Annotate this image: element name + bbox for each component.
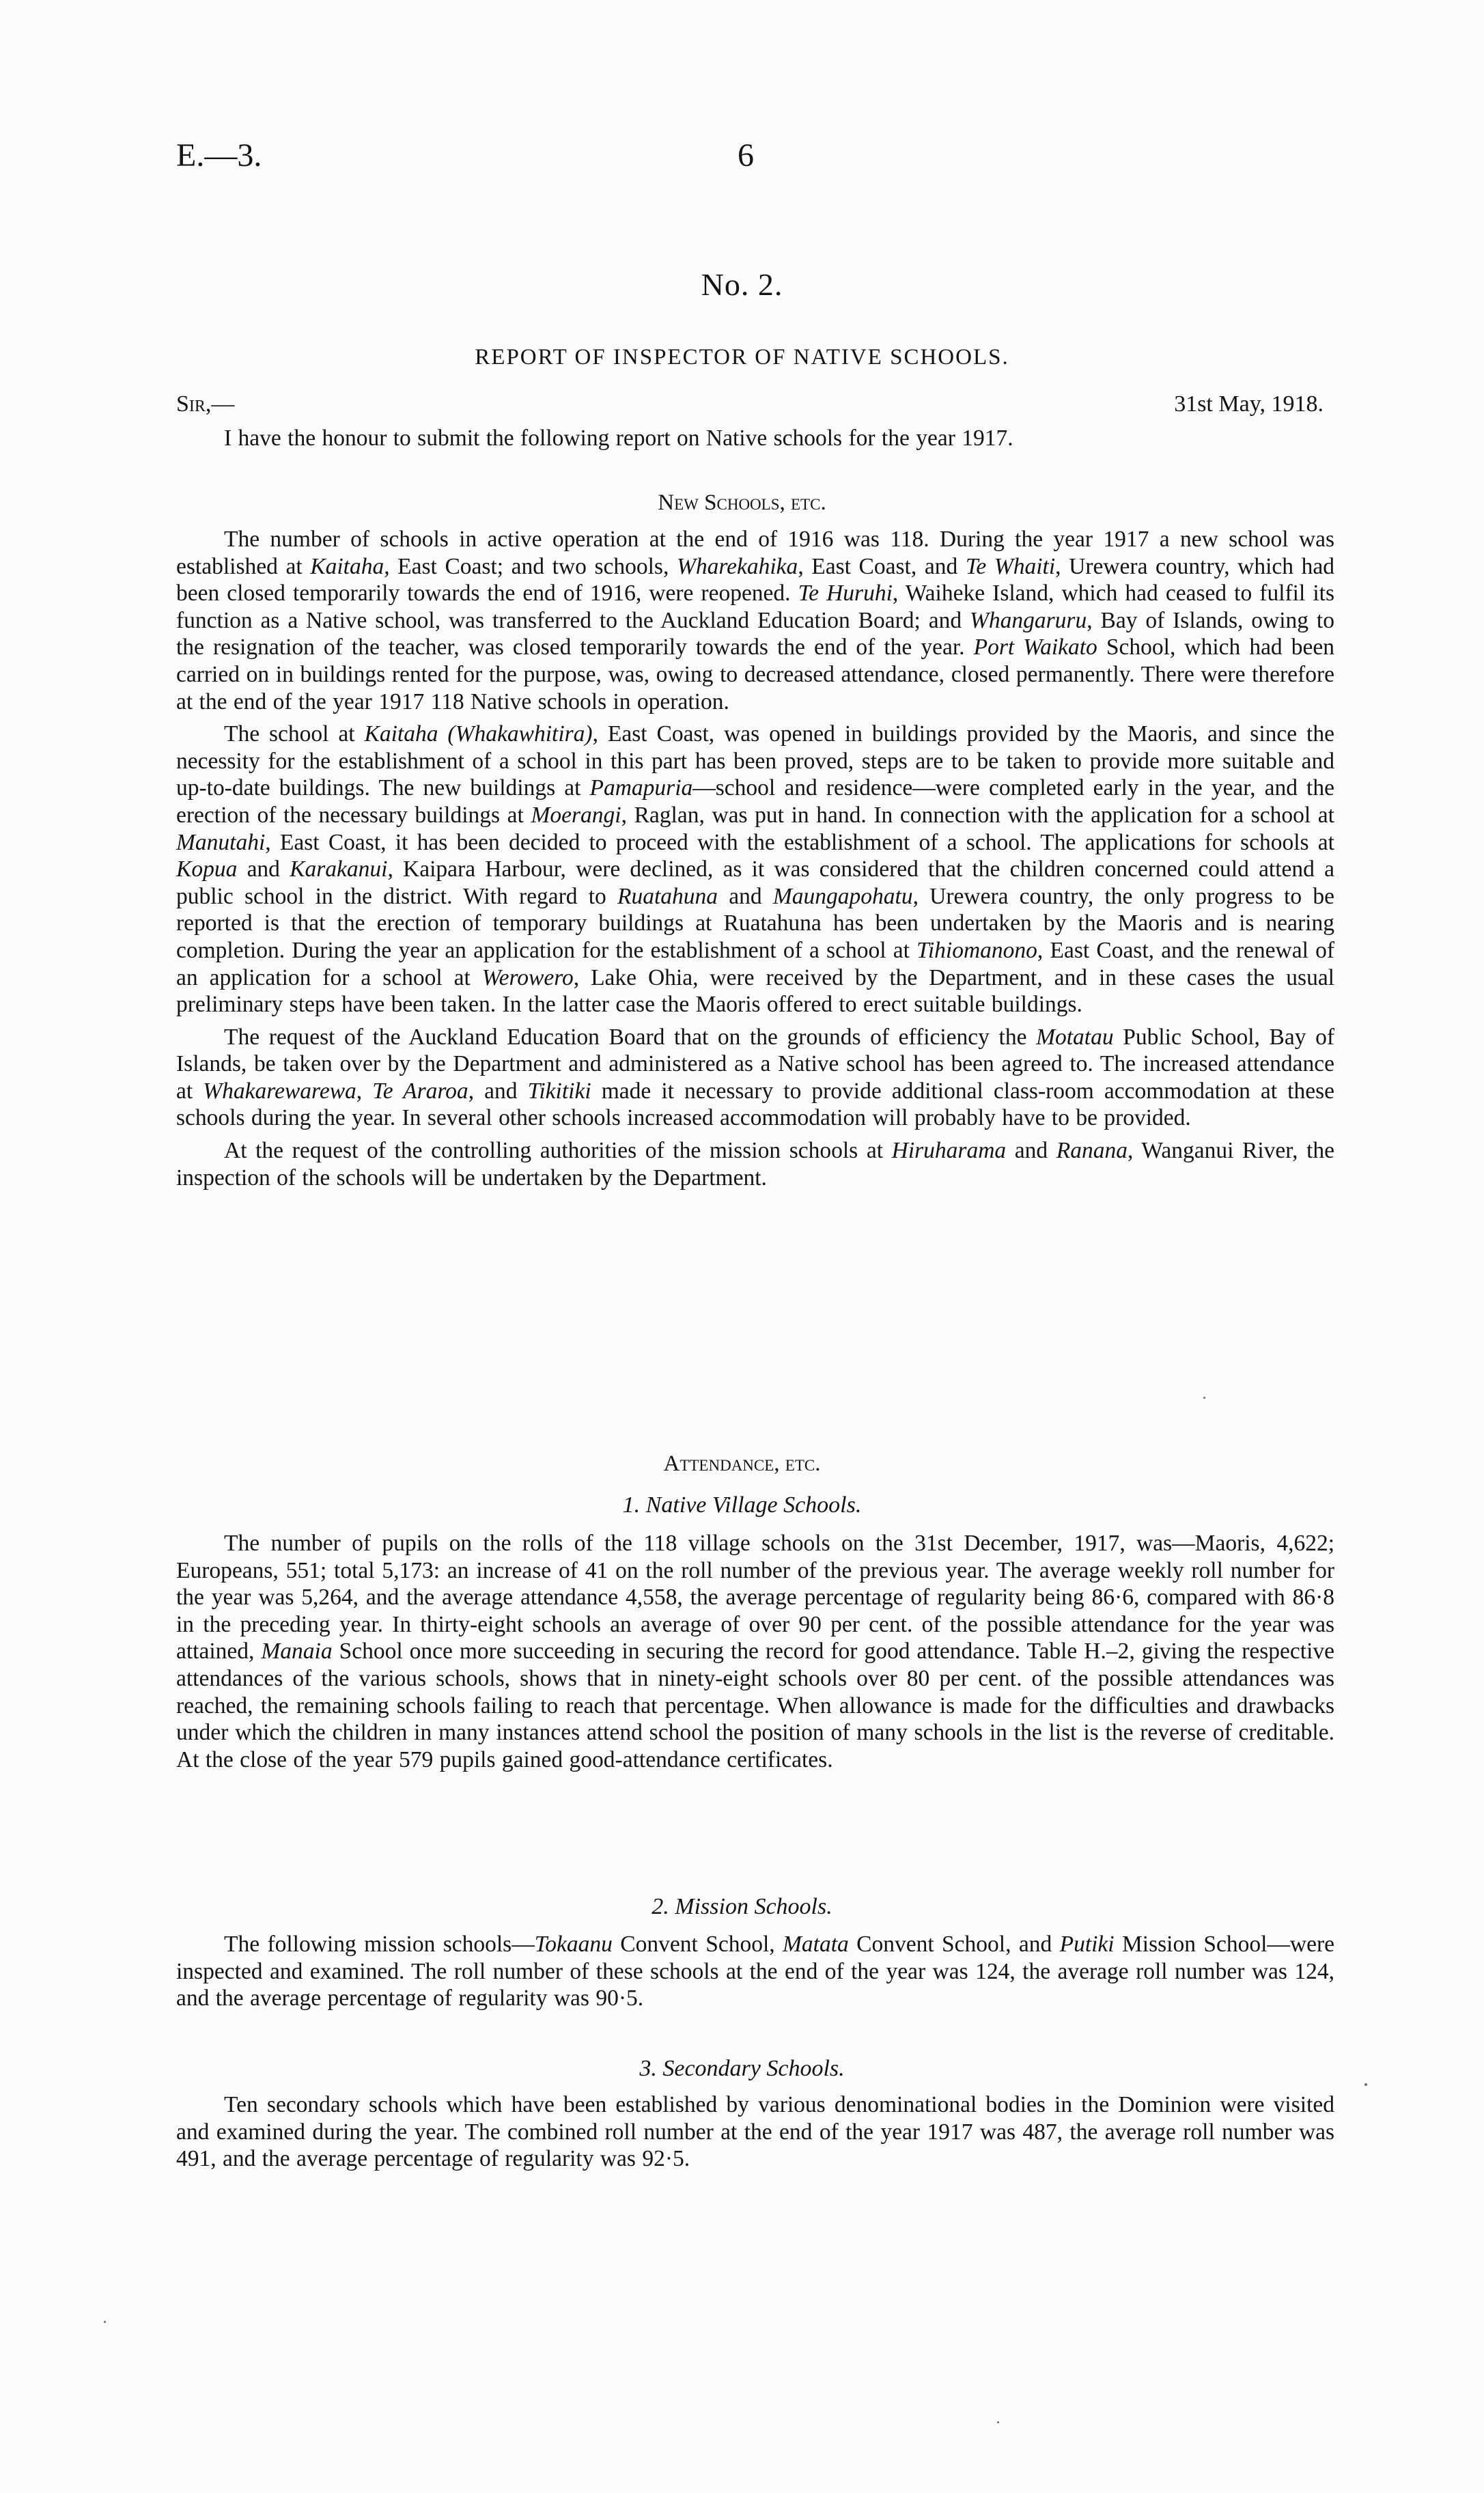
secondary-schools-body (176, 2091, 1334, 2173)
document-code: E.—3. (176, 137, 262, 173)
salutation: Sir,— (176, 391, 235, 417)
subsection-heading-mission: 2. Mission Schools. (652, 1894, 832, 1919)
village-schools-body (176, 1530, 1334, 1773)
page-number: 6 (738, 137, 754, 173)
paragraph: The number of schools in active operation at the end of 1916 was 118. During the year 1917 a new school was established at Kaitaha, East Coast; and two schools, Wharekahika, East Coast, and Te Whaiti, Urewera country, which had been closed temporarily towards the end of 1916, were reopened. Te Huruhi, Waiheke Island, which had ceased to fulfil its function as a Native school, was transferred to the Auckland Education Board; and Whangaruru, Bay of Islands, owing to the resignation of the teacher, was closed temporarily towards the end of the year. Port Waikato School, which had been carried on in buildings rented for the purpose, was, owing to decreased attendance, closed permanently. There were therefore at the end of the year 1917 118 Native schools in operation. (176, 527, 1335, 714)
subsection-heading-secondary: 3. Secondary Schools. (639, 2056, 845, 2081)
paragraph: The request of the Auckland Education Board that on the grounds of efficiency the Motatau Public School, Bay of Islands, be taken over by the Department and administered as a Native school has been agreed to. The increased attendance at Whakarewarewa, Te Araroa, and Tikitiki made it necessary to provide additional class-room accommodation at these schools during the year. In several other schools increased accommodation will probably have to be provided. (176, 1024, 1334, 1131)
mission-schools-body (176, 1931, 1334, 2012)
salutation-line (176, 391, 1324, 417)
paragraph: At the request of the controlling authorities of the mission schools at Hiruharama and Ranana, Wanganui River, the inspection of the schools will be undertaken by the Department. (176, 1138, 1335, 1190)
new-schools-body (176, 526, 1334, 1191)
scan-speck (997, 2421, 999, 2423)
paragraph: Ten secondary schools which have been established by various denominational bodies in the Dominion were visited and examined during the year. The combined roll number at the end of the year 1917 was 487, the average roll number was 491, and the average percentage of regularity was 92·5. (176, 2092, 1334, 2172)
scan-speck (104, 2321, 106, 2323)
scan-speck (1203, 1397, 1205, 1399)
paragraph: The following mission schools—Tokaanu Convent School, Matata Convent School, and Putiki Mission School—were inspected and examined. The roll number of these schools at the end of the year was 124, the average roll number was 124, and the average percentage of regularity was 90·5. (176, 1932, 1334, 2011)
scan-speck (1364, 2083, 1367, 2086)
intro-block (176, 425, 1334, 452)
intro-paragraph: I have the honour to submit the following report on Native schools for the year 1917. (224, 426, 1013, 451)
subsection-heading-village: 1. Native Village Schools. (622, 1492, 862, 1518)
paragraph: The school at Kaitaha (Whakawhitira), East Coast, was opened in buildings provided by the Maoris, and since the necessity for the establishment of a school in this part has been proved, steps are to be taken to provide more suitable and up-to-date buildings. The new buildings at Pamapuria—school and residence—were completed early in the year, and the erection of the necessary buildings at Moerangi, Raglan, was put in hand. In connection with the application for a school at Manutahi, East Coast, it has been decided to proceed with the establishment of a school. The applications for schools at Kopua and Karakanui, Kaipara Harbour, were declined, as it was considered that the children concerned could attend a public school in the district. With regard to Ruatahuna and Maungapohatu, Urewera country, the only progress to be reported is that the erection of temporary buildings at Ruatahuna has been undertaken by the Maoris and is nearing completion. During the year an application for the establishment of a school at Tihiomanono, East Coast, and the renewal of an application for a school at Werowero, Lake Ohia, were received by the Department, and in these cases the usual preliminary steps have been taken. In the latter case the Maoris offered to erect suitable buildings. (176, 721, 1334, 1018)
section-heading-attendance: Attendance, etc. (663, 1451, 821, 1476)
letter-date: 31st May, 1918. (1174, 391, 1324, 417)
paragraph: The number of pupils on the rolls of the 118 village schools on the 31st December, 1917, was—Maoris, 4,622; Europeans, 551; total 5,173: an increase of 41 on the roll number of the previous year. The average weekly roll number for the year was 5,264, and the average attendance 4,558, the average percentage of regularity being 86·6, compared with 86·8 in the preceding year. In thirty-eight schools an average of over 90 per cent. of the possible attendance for the year was attained, Manaia School once more succeeding in securing the record for good attendance. Table H.–2, giving the respective attendances of the various schools, shows that in ninety-eight schools over 80 per cent. of the possible attendances was reached, the remaining schools failing to reach that percentage. When allowance is made for the difficulties and drawbacks under which the children in many instances attend school the position of many schools in the list is the reverse of creditable. At the close of the year 579 pupils gained good-attendance certificates. (176, 1531, 1334, 1772)
report-title: REPORT OF INSPECTOR OF NATIVE SCHOOLS. (475, 345, 1009, 370)
report-number: No. 2. (701, 267, 783, 302)
section-heading-new-schools: New Schools, etc. (658, 490, 826, 515)
